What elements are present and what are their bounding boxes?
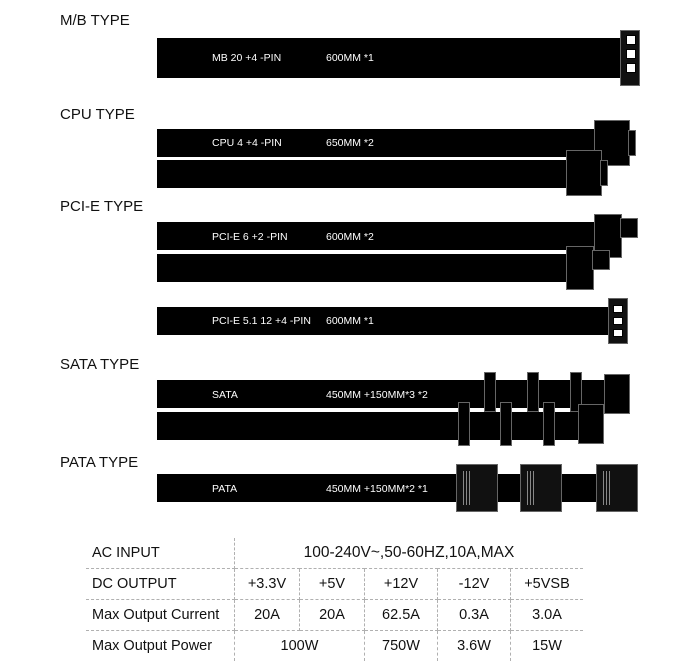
dc-output-row [86, 569, 583, 600]
max-current-row [86, 600, 583, 631]
max-power-label: Max Output Power [86, 631, 235, 661]
current-3v3: 20A [235, 600, 300, 631]
rail-3v3: +3.3V [235, 569, 300, 600]
pcie5-connector [608, 298, 628, 344]
section-title-pata: PATA TYPE [60, 454, 138, 471]
mb-connector [620, 30, 640, 86]
rail-5v: +5V [300, 569, 365, 600]
ac-input-row [86, 538, 583, 569]
sata-connector-5 [500, 402, 512, 446]
max-current-label: Max Output Current [86, 600, 235, 631]
current-minus-12v: 0.3A [438, 600, 511, 631]
pcie-connector-2 [566, 246, 594, 290]
power-3v3-5v: 100W [235, 631, 365, 661]
cpu-cable-spec: 650MM *2 [326, 137, 374, 149]
sata-cable-2 [157, 412, 587, 440]
current-12v: 62.5A [365, 600, 438, 631]
current-5vsb: 3.0A [511, 600, 584, 631]
sata-connector-2 [527, 372, 539, 412]
pcie-cable-spec: 600MM *2 [326, 231, 374, 243]
sata-cable-name: SATA [212, 389, 238, 401]
rail-5vsb: +5VSB [511, 569, 584, 600]
power-minus-12v: 3.6W [438, 631, 511, 661]
pcie-cable-2 [157, 254, 567, 282]
rail-12v: +12V [365, 569, 438, 600]
power-12v: 750W [365, 631, 438, 661]
pcie5-cable-name: PCI-E 5.1 12 +4 -PIN [212, 315, 311, 327]
sata-connector-4 [458, 402, 470, 446]
pata-connector-1 [456, 464, 498, 512]
pata-connector-2 [520, 464, 562, 512]
section-title-mb: M/B TYPE [60, 12, 130, 29]
section-title-cpu: CPU TYPE [60, 106, 135, 123]
pcie-connector-1-addon [620, 218, 638, 238]
cpu-cable-name: CPU 4 +4 -PIN [212, 137, 282, 149]
rail-minus-12v: -12V [438, 569, 511, 600]
mb-cable-name: MB 20 +4 -PIN [212, 52, 281, 64]
section-title-sata: SATA TYPE [60, 356, 139, 373]
current-5v: 20A [300, 600, 365, 631]
power-5vsb: 15W [511, 631, 584, 661]
mb-cable-spec: 600MM *1 [326, 52, 374, 64]
sata-cable-spec: 450MM +150MM*3 *2 [326, 389, 428, 401]
ac-input-value: 100-240V~,50-60HZ,10A,MAX [235, 538, 584, 569]
dc-output-label: DC OUTPUT [86, 569, 235, 600]
cpu-connector-1-latch [628, 130, 636, 156]
cpu-connector-2-latch [600, 160, 608, 186]
sata-connector-1 [484, 372, 496, 412]
pcie-cable-name: PCI-E 6 +2 -PIN [212, 231, 288, 243]
pata-cable-name: PATA [212, 483, 237, 495]
power-specs-table [86, 538, 583, 661]
ac-input-label: AC INPUT [86, 538, 235, 569]
cpu-connector-2 [566, 150, 602, 196]
max-power-row [86, 631, 583, 661]
sata-connector-6 [543, 402, 555, 446]
section-title-pcie: PCI-E TYPE [60, 198, 143, 215]
pcie5-cable-spec: 600MM *1 [326, 315, 374, 327]
pata-cable-spec: 450MM +150MM*2 *1 [326, 483, 428, 495]
cpu-cable-2 [157, 160, 567, 188]
pcie-connector-2-addon [592, 250, 610, 270]
pata-connector-3 [596, 464, 638, 512]
sata-end-connector-2 [578, 404, 604, 444]
sata-end-connector-1 [604, 374, 630, 414]
